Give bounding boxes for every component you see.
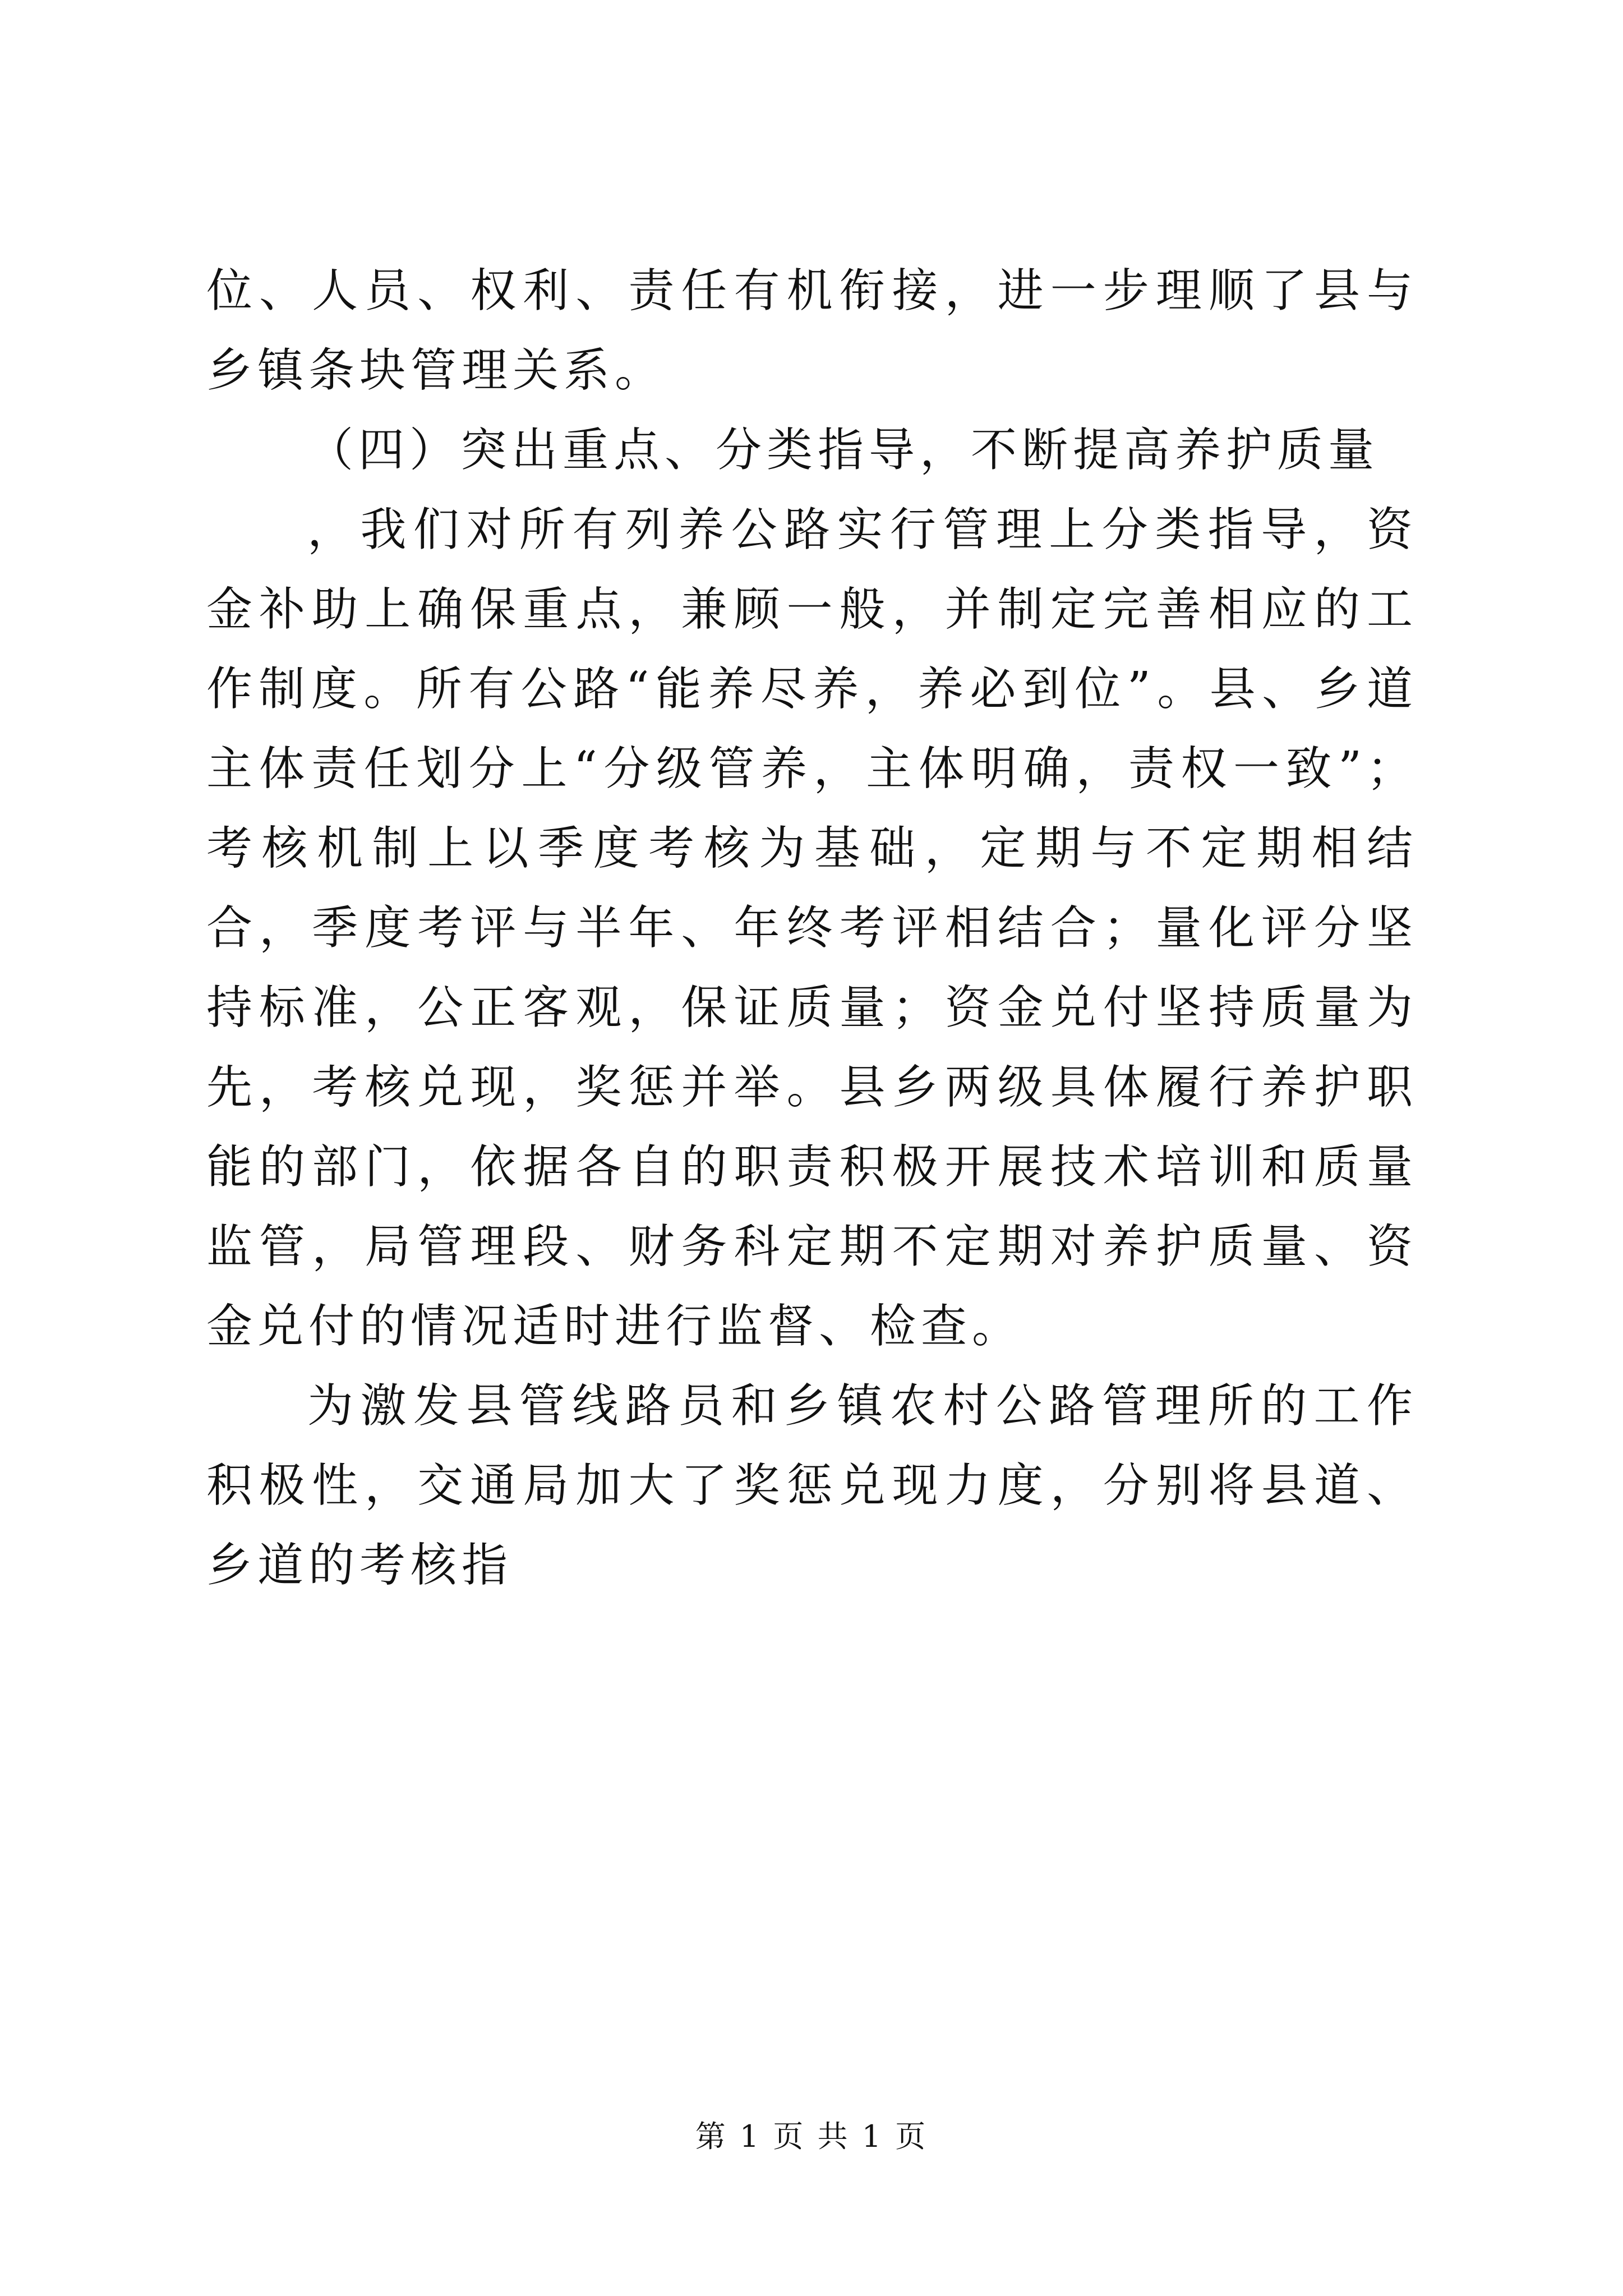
document-body (206, 251, 1418, 1605)
page-footer: 第 1 页 共 1 页 (695, 2119, 928, 2154)
paragraph: ，我们对所有列养公路实行管理上分类指导，资金补助上确保重点，兼顾一般，并制定完善相应的工作制度。所有公路“能养尽养，养必到位”。县、乡道主体责任划分上“分级管养，主体明确，责权一致”；考核机制上以季度考核为基础，定期与不定期相结合，季度考评与半年、年终考评相结合；量化评分坚持标准，公正客观，保证质量；资金兑付坚持质量为先，考核兑现，奖惩并举。县乡两级具体履行养护职能的部门，依据各自的职责积极开展技术培训和质量监管，局管理段、财务科定期不定期对养护质量、资金兑付的情况适时进行监督、检查。 (206, 503, 1418, 1353)
section-heading: （四）突出重点、分类指导，不断提高养护质量 (307, 424, 1380, 477)
paragraph-continuation: 位、人员、权利、责任有机衔接，进一步理顺了县与乡镇条块管理关系。 (206, 264, 1418, 397)
paragraph: 为激发县管线路员和乡镇农村公路管理所的工作积极性，交通局加大了奖惩兑现力度，分别将县道、乡道的考核指 (206, 1379, 1418, 1592)
